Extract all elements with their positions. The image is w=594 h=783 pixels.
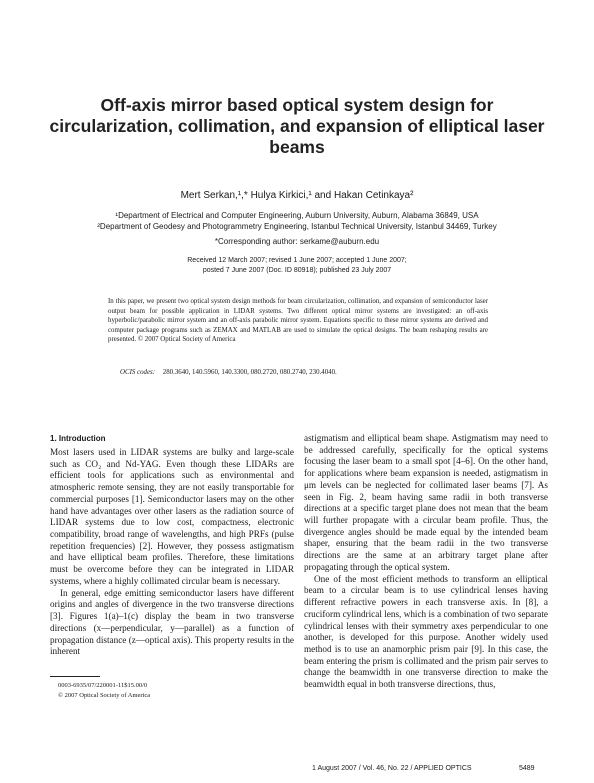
left-paragraph-2: In general, edge emitting semiconductor lasers have different origins and angles of divergence in the two transverse directions [3]. Figures 1(a)–1(c) display the beam in two transverse directions (x—perpendicular, y—parallel) as a function of propagation distance (z—optical axis). This property results in the inherent: [50, 587, 294, 657]
corresponding-author: *Corresponding author: serkame@auburn.edu: [214, 237, 380, 246]
ocis-codes: [120, 369, 480, 376]
page-number: 5489: [519, 765, 535, 772]
paper-title: Off-axis mirror based optical system design for circularization, collimation, and expansion of elliptical laser beams: [49, 95, 545, 157]
publication-dates: [120, 256, 474, 276]
ocis-label: OCIS codes:: [120, 369, 156, 376]
ocis-values: 280.3640, 140.5960, 140.3300, 080.2720, 080.2740, 230.4040.: [162, 369, 337, 376]
section-heading: 1. Introduction: [50, 434, 106, 443]
footnote-issn: 0003-6935/07/220001-11$15.00/0: [58, 682, 148, 689]
running-footer: 1 August 2007 / Vol. 46, No. 22 / APPLIED OPTICS: [312, 765, 472, 772]
left-paragraph-1: Most lasers used in LIDAR systems are bulky and large-scale such as CO₂ and Nd-YAG. Even though these LIDARs are efficient tools for applications such as environmental and atmospheric remote sensing, they are not easily transportable for commercial purposes [1]. Semiconductor lasers may on the other hand have advantages over other lasers as the radiation source of LIDAR systems due to low cost, compactness, electronic compatibility, broad range of wavelengths, and high PRFs (pulse repetition frequencies) [2]. However, they possess astigmatism and have elliptical beam profiles. Therefore, these limitations must be overcome before they can be integrated in LIDAR systems, where a highly collimated circular beam is necessary.: [50, 447, 294, 586]
left-column: [50, 447, 294, 658]
affiliation-2: ²Department of Geodesy and Photogrammetry Engineering, Istanbul Technical University, Istanbul 34469, Turkey: [97, 222, 497, 231]
dates-line-1: Received 12 March 2007; revised 1 June 2007; accepted 1 June 2007;: [187, 257, 407, 264]
footnote-copyright: © 2007 Optical Society of America: [58, 692, 151, 699]
author-list: Mert Serkan,¹,* Hulya Kirkici,¹ and Hakan Cetinkaya²: [180, 190, 414, 201]
right-paragraph-2: One of the most efficient methods to transform an elliptical beam to a circular beam is to use cylindrical lenses having different refractive powers in each transverse axis. In [8], a cruciform cylindrical lens, which is a combination of two separate cylindrical lenses with their symmetry axes perpendicular to one another, is developed for this purpose. Another widely used method is to use an anamorphic prism pair [9]. In this case, the beam entering the prism is collimated and the prism pair serves to change the beamwidth in one transverse direction to make the beamwidth equal in both transverse directions, thus,: [304, 573, 548, 690]
footnote-rule: [50, 676, 100, 677]
right-column: [304, 433, 548, 691]
abstract: In this paper, we present two optical system design methods for beam circularization, collimation, and expansion of semiconductor laser output beam for possible application in LIDAR systems. Two different optical mirror systems are investigated: an off-axis hyperbolic/parabolic mirror system and an off-axis parabolic mirror system. Equations specific to these mirror systems are derived and computer package programs such as ZEMAX and MATLAB are used to simulate the optical designs. The beam reshaping results are presented. © 2007 Optical Society of America: [108, 298, 488, 343]
dates-line-2: posted 7 June 2007 (Doc. ID 80918); published 23 July 2007: [202, 267, 392, 274]
affiliation-1: ¹Department of Electrical and Computer Engineering, Auburn University, Auburn, Alabama 36849, USA: [115, 211, 479, 220]
right-paragraph-1: astigmatism and elliptical beam shape. Astigmatism may need to be addressed carefully, specifically for the optical systems focusing the laser beam to a small spot [4–6]. On the other hand, for applications where beam expansion is needed, astigmatism in μm levels can be neglected for collimated laser beams [7]. As seen in Fig. 2, beam having same radii in both transverse directions at a specific target plane does not mean that the beam will further propagate with a circular beam profile. Thus, the divergence angles should be made equal by the intended beam shaper, ensuring that the beam radii in the two transverse directions are the same at an arbitrary target plane after propagating through the optical system.: [304, 433, 548, 572]
